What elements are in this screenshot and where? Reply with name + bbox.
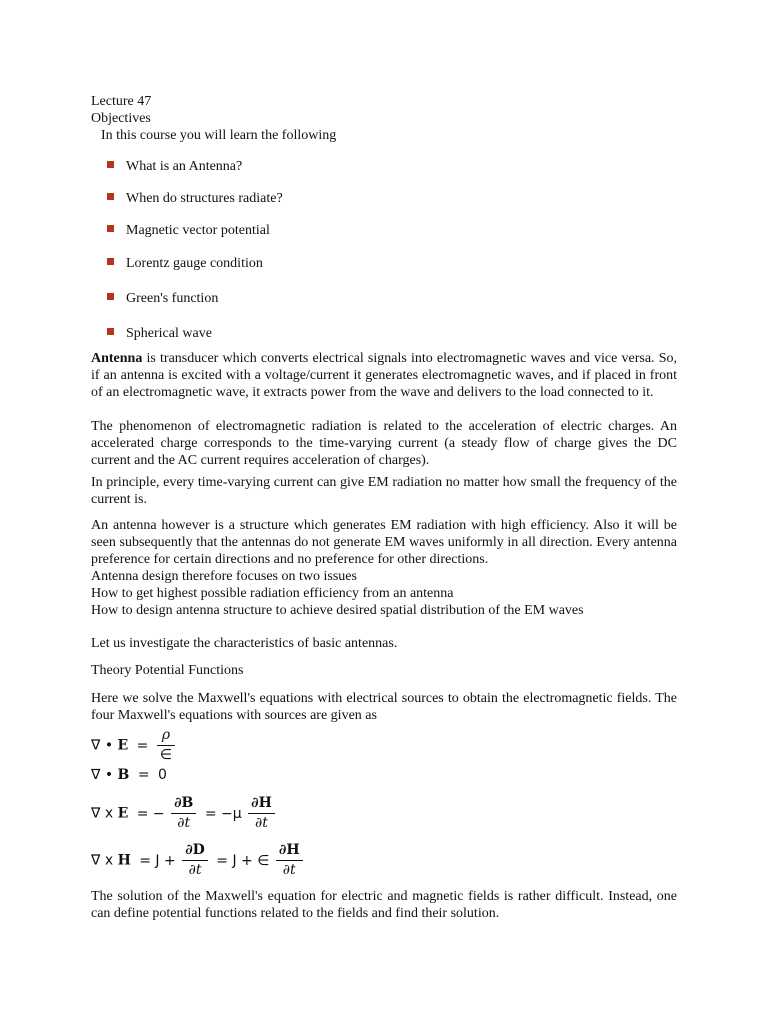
investigate-text: Let us investigate the characteristics of basic antennas. [91,636,398,651]
square-bullet-icon [107,193,114,200]
solution-paragraph: The solution of the Maxwell's equation for electric and magnetic fields is rather difficult. Instead, one can define potential functions related to the fields and find their solution. [91,889,677,921]
design-issue-distribution: How to design antenna structure to achieve desired spatial distribution of the EM waves [91,603,584,618]
ampere-law-equation: ∇ x H = J + $\frac{\partial D}{\partial t}$ = J + ∈ $\frac{\partial H}{\partial t}$ [91,842,303,879]
antenna-term: Antenna [91,351,143,366]
square-bullet-icon [107,293,114,300]
list-item: Spherical wave [107,325,212,342]
fraction: $\frac{\partial B}{\partial t}$ [171,795,196,832]
list-item: Lorentz gauge condition [107,255,263,272]
list-item: When do structures radiate? [107,190,283,207]
gauss-magnetism-equation: ∇ • B = 0 [91,767,167,783]
gauss-law-equation: ∇ • E = $\frac{\rho}{\in}$ [91,727,175,764]
square-bullet-icon [107,161,114,168]
lecture-number: Lecture 47 [91,94,152,109]
antenna-definition: Antenna is transducer which converts electrical signals into electromagnetic waves and vice versa. So, if an antenna is excited with a voltage/current it generates electromagnetic waves, and if placed in front of an electromagnetic wave, it extracts power from the wave and delivers to the load connected to it. [91,351,677,400]
list-item: Green's function [107,290,218,307]
fraction: $\frac{\rho}{\in}$ [157,727,175,764]
paragraph-time-varying: In principle, every time-varying current can give EM radiation no matter how small the frequency of the current is. [91,475,677,507]
design-issues: Antenna design therefore focuses on two issues [91,569,357,584]
design-issue-efficiency: How to get highest possible radiation efficiency from an antenna [91,586,454,601]
faraday-law-equation: ∇ x E = − $\frac{\partial B}{\partial t}$ = −μ $\frac{\partial H}{\partial t}$ [91,795,275,832]
maxwell-intro: Here we solve the Maxwell's equations with electrical sources to obtain the electromagnetic fields. The four Maxwell's equations with sources are given as [91,691,677,723]
course-intro: In this course you will learn the following [101,128,337,143]
square-bullet-icon [107,328,114,335]
paragraph-radiation: The phenomenon of electromagnetic radiation is related to the acceleration of electric charges. An accelerated charge corresponds to the time-varying current (a steady flow of charge gives the DC current and the AC current requires acceleration of charges). [91,419,677,468]
fraction: $\frac{\partial D}{\partial t}$ [182,842,208,879]
fraction: $\frac{\partial H}{\partial t}$ [248,795,275,832]
paragraph-efficiency: An antenna however is a structure which generates EM radiation with high efficiency. Also it will be seen subsequently that the antennas do not generate EM waves uniformly in all direction. Every antenna preference for certain directions and no preference for other directions. [91,518,677,567]
square-bullet-icon [107,225,114,232]
square-bullet-icon [107,258,114,265]
list-item: What is an Antenna? [107,158,242,175]
section-heading: Theory Potential Functions [91,663,244,678]
fraction: $\frac{\partial H}{\partial t}$ [276,842,303,879]
list-item: Magnetic vector potential [107,222,270,239]
objectives-heading: Objectives [91,111,151,126]
